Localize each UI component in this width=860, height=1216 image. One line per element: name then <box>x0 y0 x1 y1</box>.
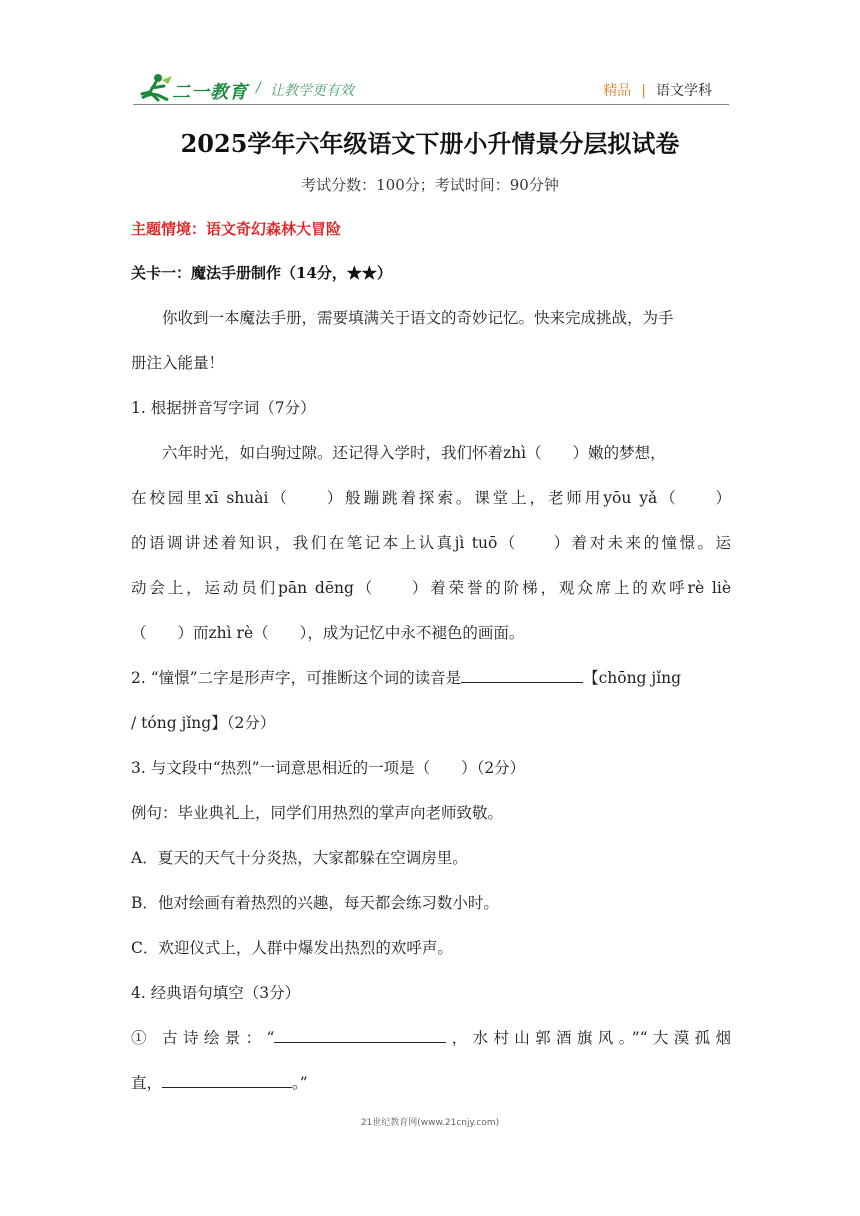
question-1-line-3: 的语调讲述着知识，我们在笔记本上认真jì tuō（ ）着对未来的憧憬。运 <box>131 534 731 552</box>
question-4-suffix: ，水村山郭酒旗风。”“大漠孤烟 <box>446 1029 731 1047</box>
question-4-line-2-prefix: 直， <box>131 1074 163 1092</box>
question-2-text: 2. “憧憬”二字是形声字，可推断这个词的读音是 <box>131 669 462 687</box>
slogan: 让教学更有效 <box>270 83 354 99</box>
option-c: C．欢迎仪式上，人群中爆发出热烈的欢呼声。 <box>131 939 453 957</box>
question-4-line-1 <box>131 1016 731 1061</box>
question-2-line-1 <box>131 656 731 701</box>
slogan-separator: / <box>256 80 261 96</box>
brand-name: 二一教育 <box>172 82 248 103</box>
question-3-example: 例句：毕业典礼上，同学们用热烈的掌声向老师致敬。 <box>131 804 504 822</box>
page-header <box>0 0 860 110</box>
option-b: B．他对绘画有着热烈的兴趣，每天都会练习数小时。 <box>131 894 499 912</box>
subject-tag <box>603 80 712 100</box>
question-4-prefix: ① 古诗绘景：“ <box>131 1029 275 1047</box>
question-4-title: 4. 经典语句填空（3分） <box>131 984 301 1002</box>
tag-separator: | <box>641 83 646 99</box>
question-2-line-2: / tóng jǐng】（2分） <box>131 714 276 732</box>
page-footer: 21世纪教育网(www.21cnjy.com) <box>360 1118 500 1128</box>
question-1-title: 1. 根据拼音写字词（7分） <box>131 399 316 417</box>
question-1-line-2: 在校园里xī shuài（ ）般蹦跳着探索。课堂上，老师用yōu yǎ（ ） <box>131 489 731 507</box>
subject-label: 语文学科 <box>656 83 712 99</box>
option-a: A．夏天的天气十分炎热，大家都躲在空调房里。 <box>131 849 468 867</box>
question-4-line-2-suffix: 。” <box>292 1074 308 1092</box>
question-4-line-2 <box>131 1061 731 1106</box>
question-1-line-4: 动会上，运动员们pān dēng（ ）着荣誉的阶梯，观众席上的欢呼rè liè <box>131 579 731 597</box>
answer-blank[interactable] <box>461 667 583 684</box>
answer-blank[interactable] <box>162 1072 292 1089</box>
intro-line-2: 册注入能量！ <box>131 354 225 372</box>
question-3-title: 3. 与文段中“热烈”一词意思相近的一项是（ ）（2分） <box>131 759 526 777</box>
level-heading: 关卡一：魔法手册制作（14分，★★） <box>131 264 392 282</box>
question-1-line-5: （ ）而zhì rè（ ），成为记忆中永不褪色的画面。 <box>131 624 525 642</box>
exam-info: 考试分数：100分；考试时间：90分钟 <box>301 176 559 194</box>
intro-line-1: 你收到一本魔法手册，需要填满关于语文的奇妙记忆。快来完成挑战，为手 <box>162 309 674 327</box>
answer-blank[interactable] <box>274 1027 446 1044</box>
theme-heading: 主题情境：语文奇幻森林大冒险 <box>131 220 342 238</box>
header-divider <box>133 104 729 105</box>
quality-tag: 精品 <box>603 83 632 99</box>
question-2-options: 【chōng jǐng <box>583 669 682 687</box>
question-1-line-1: 六年时光，如白驹过隙。还记得入学时，我们怀着zhì（ ）嫩的梦想， <box>162 444 666 462</box>
page-title: 2025学年六年级语文下册小升情景分层拟试卷 <box>180 129 680 158</box>
